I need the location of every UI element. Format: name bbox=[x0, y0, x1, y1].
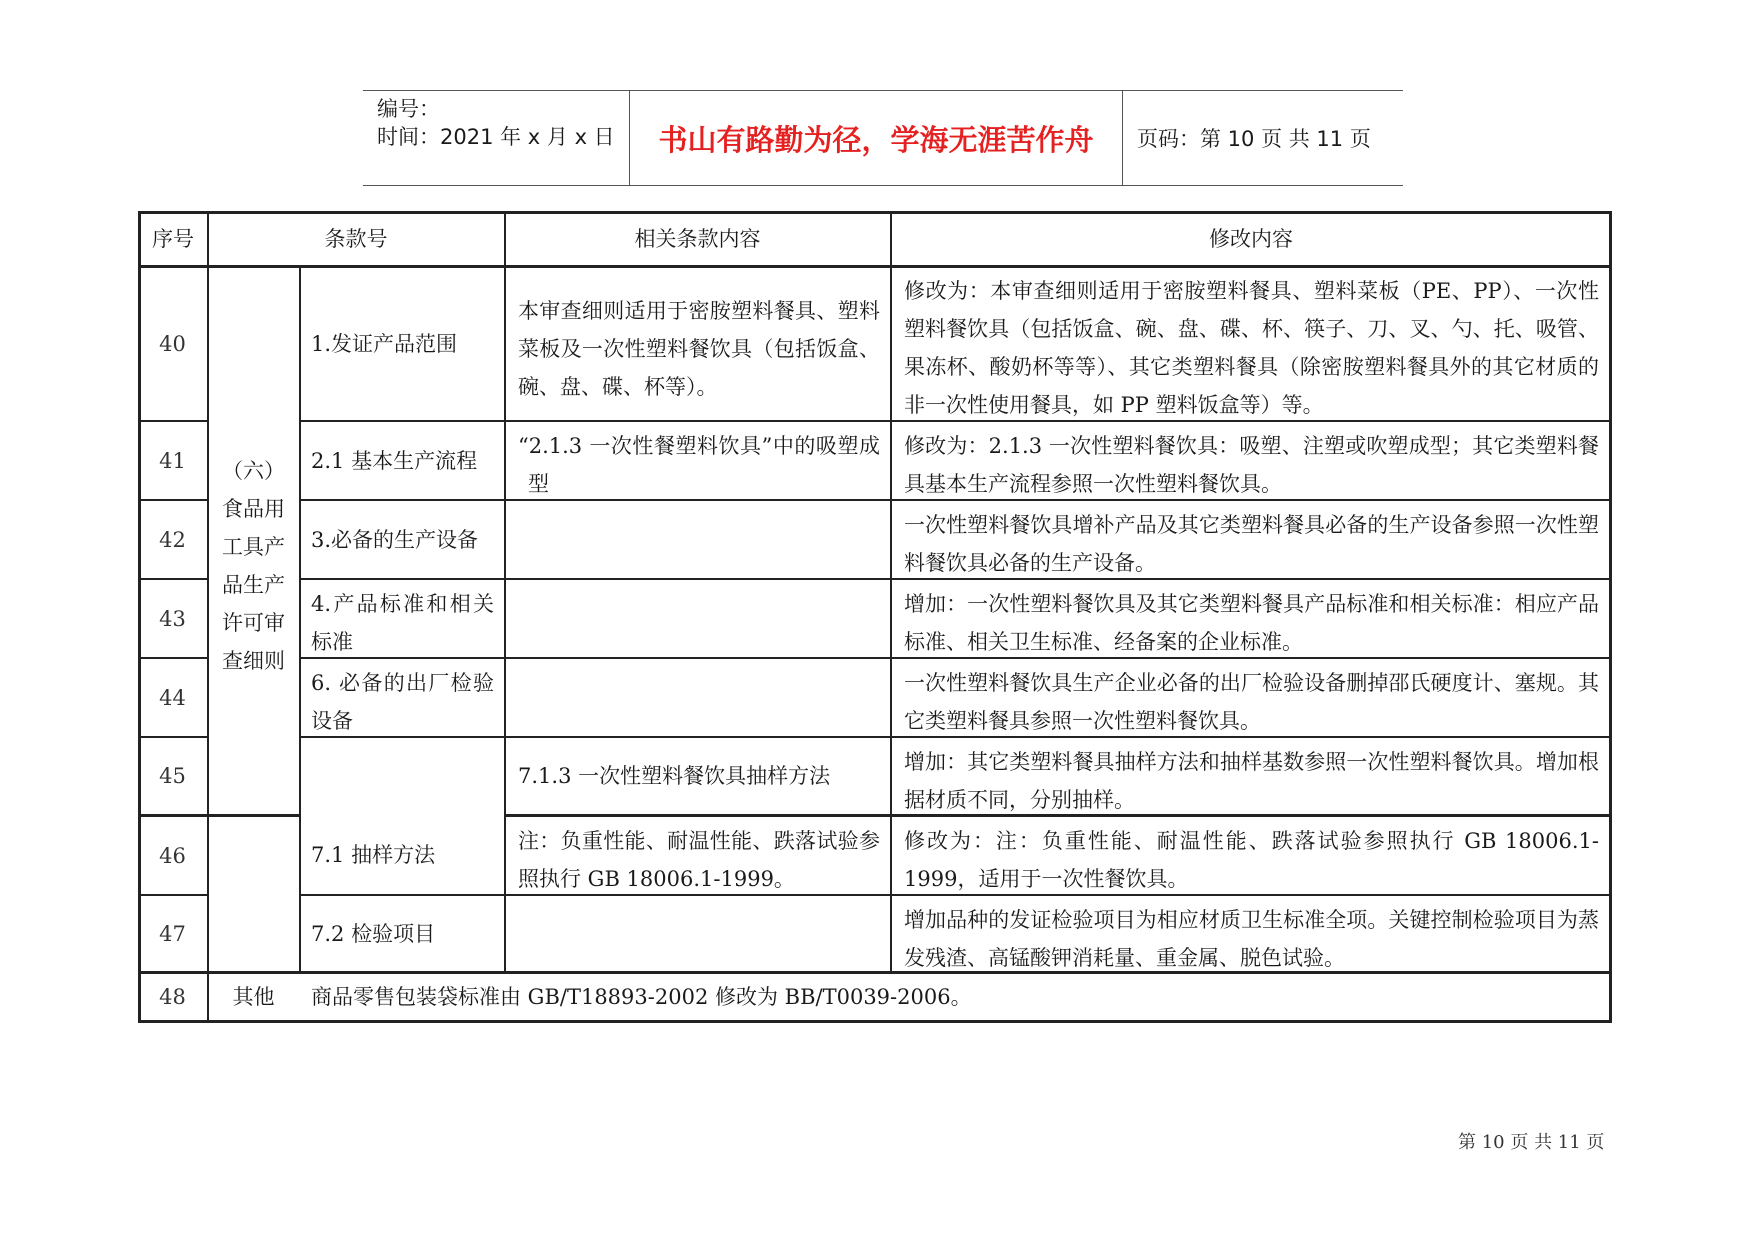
row-no: 44 bbox=[159, 685, 186, 710]
row-no: 40 bbox=[159, 331, 186, 356]
related-cell: 7.1.3 一次性塑料餐饮具抽样方法 bbox=[518, 764, 831, 788]
related-cell: 注：负重性能、耐温性能、跌落试验参照执行 GB 18006.1-1999。 bbox=[518, 829, 880, 891]
group-label: （六）食品用工具产品生产许可审查细则 bbox=[222, 459, 285, 673]
col-header-modify: 修改内容 bbox=[1209, 226, 1293, 251]
clause-cell: 6. 必备的出厂检验设备 bbox=[311, 671, 494, 733]
related-cell bbox=[506, 580, 890, 657]
modify-cell: 一次性塑料餐饮具增补产品及其它类塑料餐具必备的生产设备参照一次性塑料餐饮具必备的生产设备。 bbox=[904, 513, 1599, 575]
row-no: 43 bbox=[159, 606, 186, 631]
col-header-related: 相关条款内容 bbox=[634, 226, 761, 251]
col-header-clause: 条款号 bbox=[324, 226, 388, 251]
modify-cell: 修改为：2.1.3 一次性塑料餐饮具：吸塑、注塑或吹塑成型；其它类塑料餐具基本生产流程参照一次性塑料餐饮具。 bbox=[904, 434, 1599, 496]
clause-cell: 3.必备的生产设备 bbox=[311, 527, 479, 552]
col-header-no: 序号 bbox=[152, 226, 194, 251]
modify-cell: 增加：一次性塑料餐饮具及其它类塑料餐具产品标准和相关标准：相应产品标准、相关卫生标准、经备案的企业标准。 bbox=[904, 592, 1599, 654]
revision-table bbox=[138, 211, 1612, 1023]
row-no: 45 bbox=[159, 764, 186, 788]
number-label: 编号： bbox=[377, 97, 440, 121]
row-no: 41 bbox=[159, 448, 186, 473]
merged-content-cell: 商品零售包装袋标准由 GB/T18893-2002 修改为 BB/T0039-2006。 bbox=[311, 985, 972, 1009]
row-no: 47 bbox=[159, 921, 186, 946]
clause-cell: 2.1 基本生产流程 bbox=[311, 448, 478, 473]
related-cell bbox=[506, 501, 890, 578]
related-cell bbox=[506, 896, 890, 971]
row-no: 42 bbox=[159, 527, 186, 552]
clause-cell: 4.产品标准和相关标准 bbox=[311, 592, 494, 654]
related-cell bbox=[506, 659, 890, 736]
document-header bbox=[363, 90, 1403, 186]
date-label: 时间：2021 年 x 月 x 日 bbox=[377, 125, 615, 149]
row-no: 46 bbox=[159, 843, 186, 868]
modify-cell: 增加：其它类塑料餐具抽样方法和抽样基数参照一次性塑料餐饮具。增加根据材质不同，分别抽样。 bbox=[904, 750, 1599, 812]
clause-cell: 其他 bbox=[232, 985, 275, 1009]
modify-cell: 增加品种的发证检验项目为相应材质卫生标准全项。关键控制检验项目为蒸发残渣、高锰酸钾消耗量、重金属、脱色试验。 bbox=[904, 908, 1599, 970]
header-page-info: 页码：第 10 页 共 11 页 bbox=[1137, 127, 1371, 151]
related-cell: 本审查细则适用于密胺塑料餐具、塑料菜板及一次性塑料餐饮具（包括饭盒、碗、盘、碟、杯等）。 bbox=[518, 299, 880, 399]
related-cell: “2.1.3 一次性餐塑料饮具”中的吸塑成型 bbox=[518, 434, 880, 496]
header-meta bbox=[363, 91, 630, 185]
clause-cell: 7.1 抽样方法 bbox=[311, 842, 436, 867]
row-no: 48 bbox=[159, 985, 186, 1009]
modify-cell: 一次性塑料餐饮具生产企业必备的出厂检验设备删掉邵氏硬度计、塞规。其它类塑料餐具参照一次性塑料餐饮具。 bbox=[904, 671, 1599, 733]
modify-cell: 修改为：注：负重性能、耐温性能、跌落试验参照执行 GB 18006.1-1999，适用于一次性餐饮具。 bbox=[904, 829, 1599, 891]
modify-cell: 修改为：本审查细则适用于密胺塑料餐具、塑料菜板（PE、PP）、一次性塑料餐饮具（包括饭盒、碗、盘、碟、杯、筷子、刀、叉、勺、托、吸管、果冻杯、酸奶杯等等）、其它类塑料餐具（除密胺塑料餐具外的其它材质的非一次性使用餐具，如 PP 塑料饭盒等）等。 bbox=[904, 279, 1599, 417]
clause-cell: 1.发证产品范围 bbox=[311, 331, 458, 356]
clause-cell: 7.2 检验项目 bbox=[311, 921, 436, 946]
page-footer: 第 10 页 共 11 页 bbox=[1458, 1132, 1605, 1153]
header-motto: 书山有路勤为径，学海无涯苦作舟 bbox=[630, 91, 1123, 185]
